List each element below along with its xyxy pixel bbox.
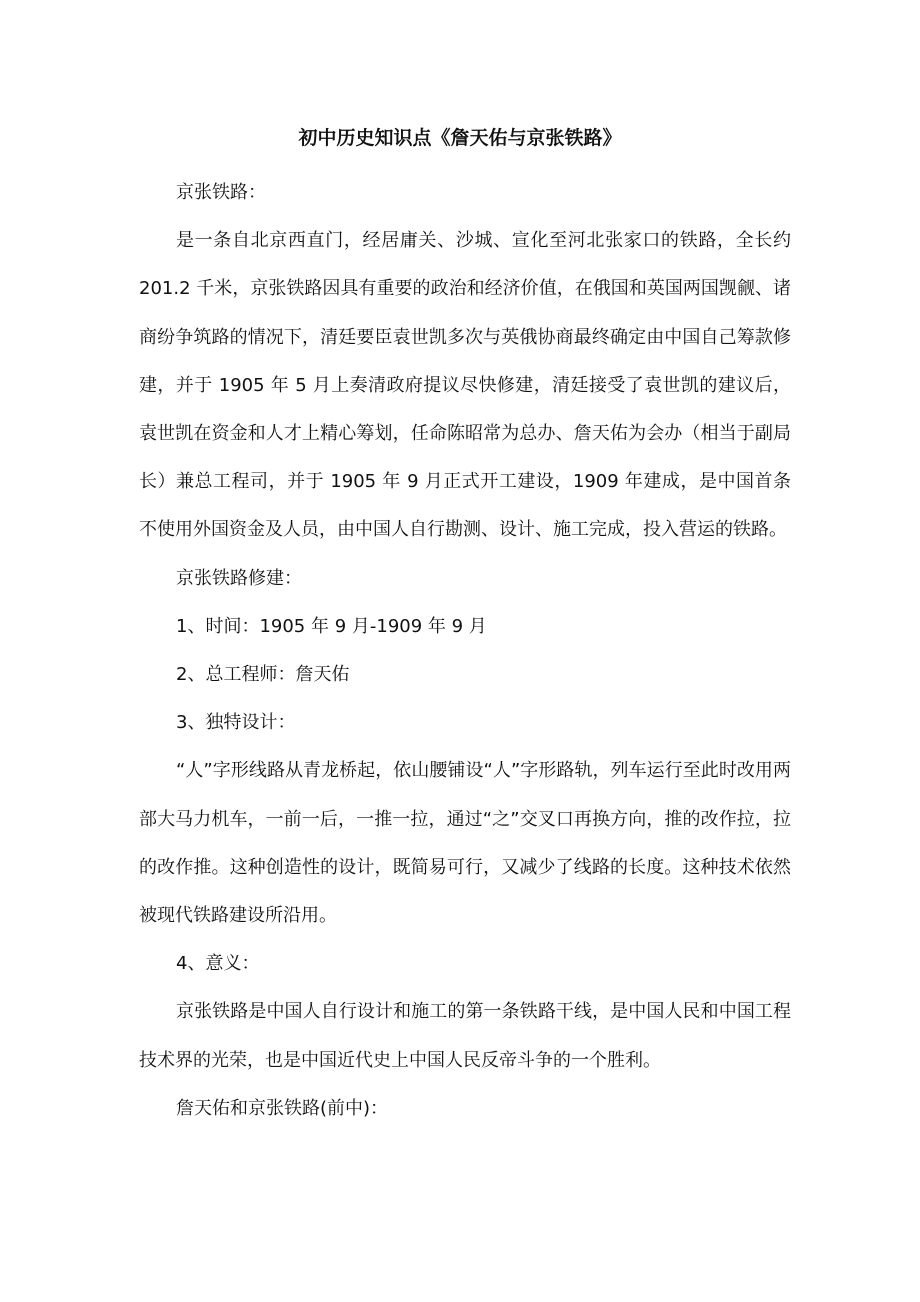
section-heading-jingzhang-railway: 京张铁路：: [176, 182, 266, 203]
document-body: [139, 169, 791, 1133]
page-title: 初中历史知识点《詹天佑与京张铁路》: [298, 127, 622, 149]
list-item-unique-design: 3、独特设计：: [176, 712, 296, 734]
paragraph-design-description: “人”字形线路从青龙桥起，依山腰铺设“人”字形路轨，列车运行至此时改用两部大马力机车，一前一后，一推一拉，通过“之”交叉口再换方向，推的改作拉，拉的改作推。这种创造性的设计，既简易可行，又减少了线路的长度。这种技术依然被现代铁路建设所沿用。: [139, 760, 791, 927]
paragraph-railway-overview: 是一条自北京西直门，经居庸关、沙城、宣化至河北张家口的铁路，全长约 201.2 千米，京张铁路因具有重要的政治和经济价值，在俄国和英国两国觊觎、诸商纷争筑路的情况下，清廷要臣袁世凯多次与英俄协商最终确定由中国自己筹款修建，并于 1905 年 5 月上奏清政府提议尽快修建，清廷接受了袁世凯的建议后，袁世凯在资金和人才上精心筹划，任命陈昭常为总办、詹天佑为会办（相当于副局长）兼总工程司，并于 1905 年 9 月正式开工建设，1909 年建成，是中国首条不使用外国资金及人员，由中国人自行勘测、设计、施工完成，投入营运的铁路。: [139, 230, 791, 541]
section-heading-zhan-tianyou: 詹天佑和京张铁路(前中)：: [176, 1097, 389, 1119]
section-heading-construction: 京张铁路修建：: [176, 567, 302, 589]
list-item-significance: 4、意义：: [176, 953, 260, 975]
paragraph-significance-description: 京张铁路是中国人自行设计和施工的第一条铁路干线，是中国人民和中国工程技术界的光荣，也是中国近代史上中国人民反帝斗争的一个胜利。: [139, 1001, 791, 1071]
list-item-time: 1、时间：1905 年 9 月-1909 年 9 月: [176, 615, 487, 637]
list-item-chief-engineer: 2、总工程师：詹天佑: [176, 664, 350, 686]
